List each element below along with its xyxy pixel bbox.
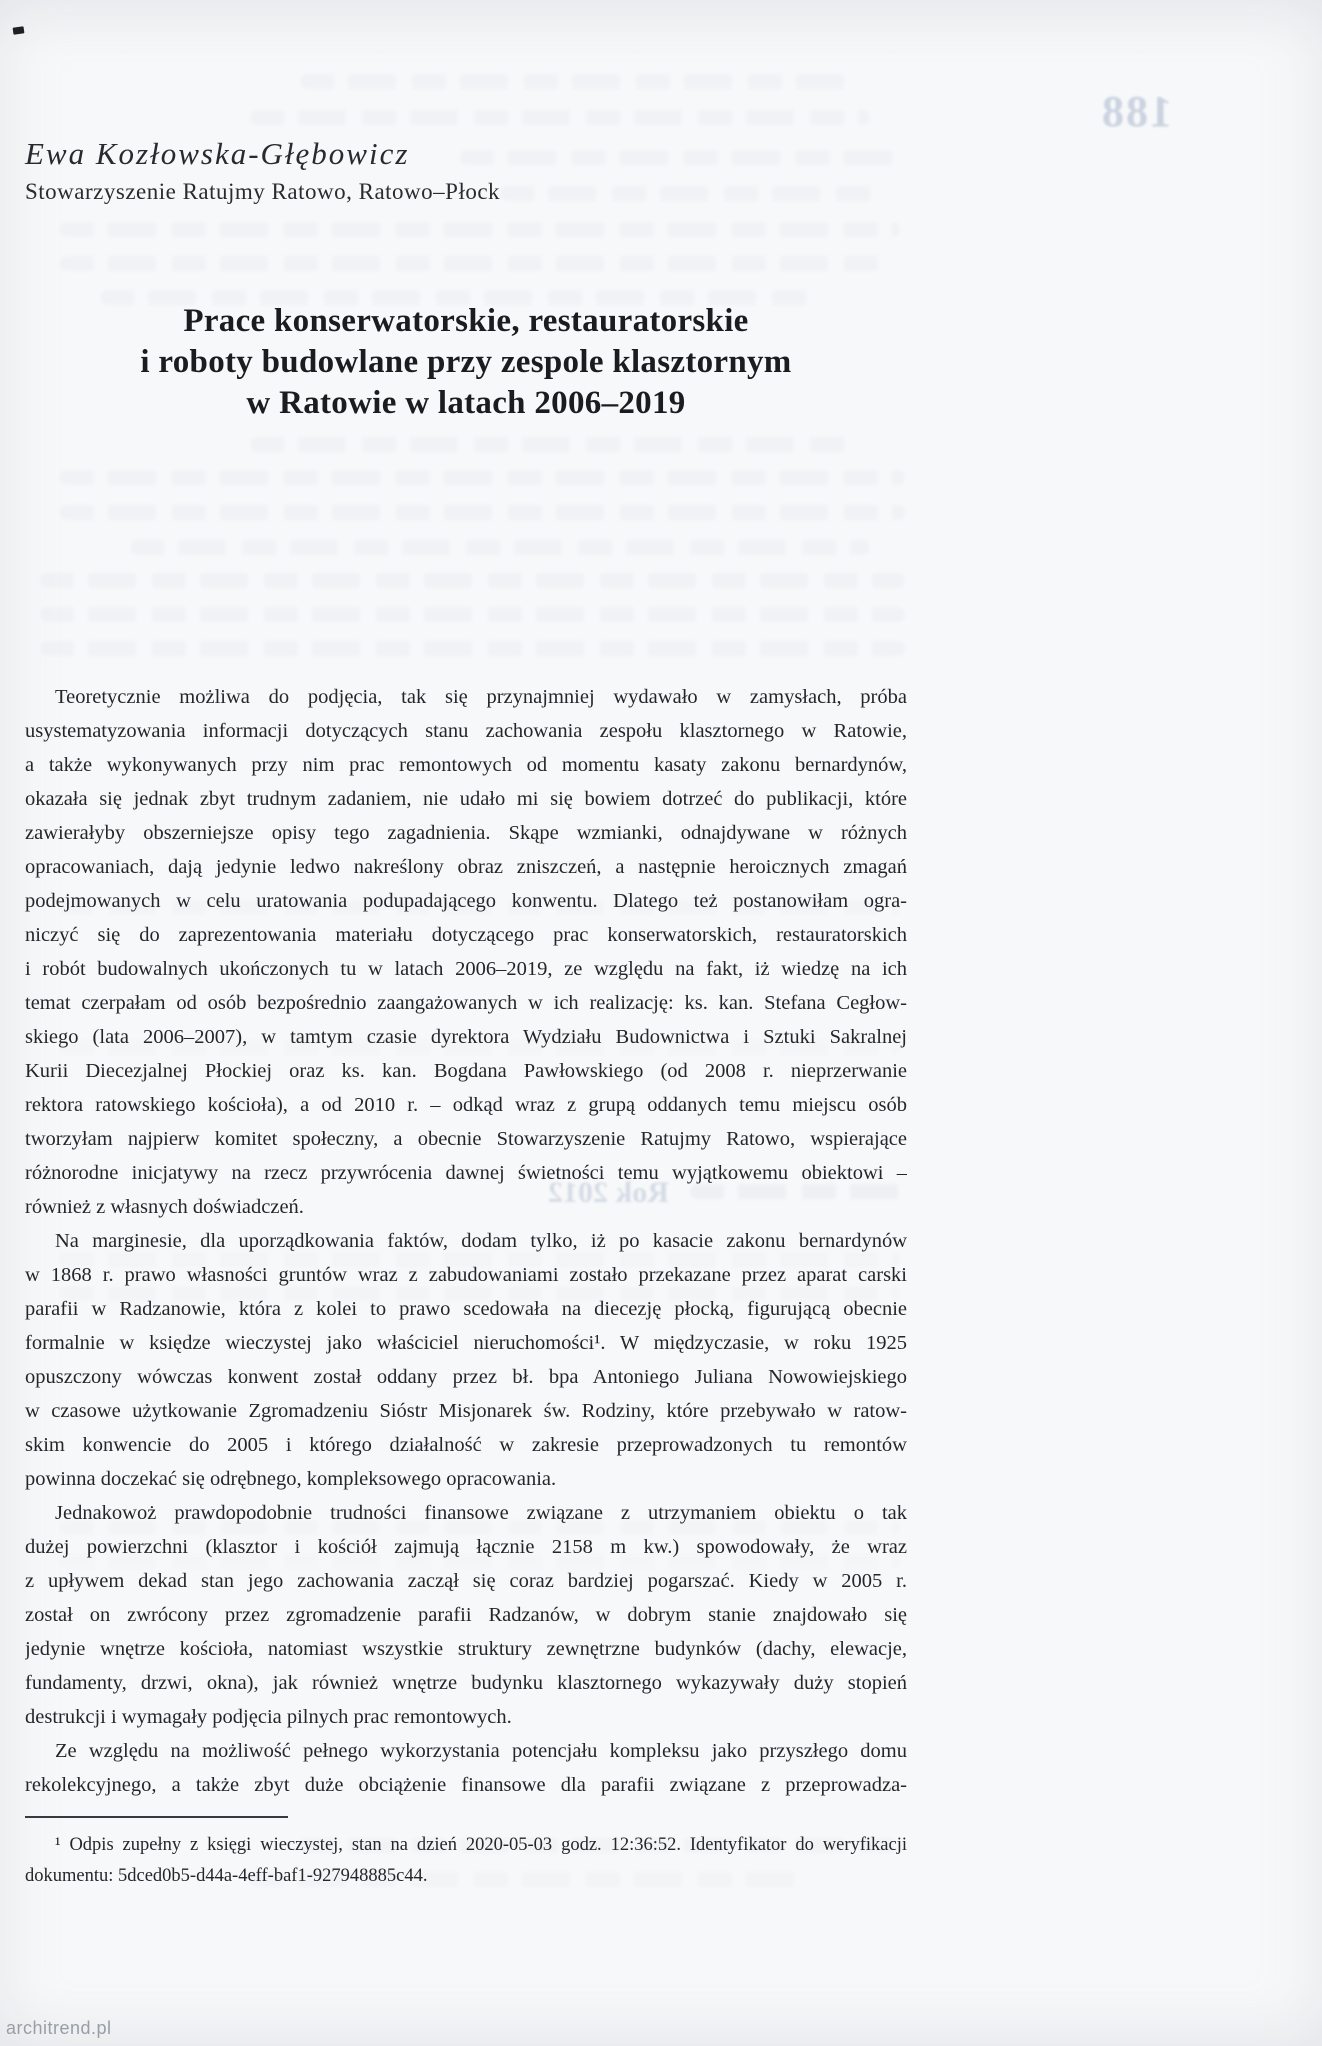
paragraph xyxy=(25,1496,907,1734)
text-line: temat czerpałam od osób bezpośrednio zaangażowanych w ich realizację: ks. kan. Stefana Cegłow- xyxy=(25,992,907,1014)
footnote xyxy=(25,1830,907,1892)
text-line: podejmowanych w celu uratowania podupadającego konwentu. Dlatego też postanowiłam ogra- xyxy=(25,890,907,912)
text-line: Jednakowoż prawdopodobnie trudności finansowe związane z utrzymaniem obiektu o tak xyxy=(55,1502,907,1524)
text-line: Kurii Diecezjalnej Płockiej oraz ks. kan. Bogdana Pawłowskiego (od 2008 r. nieprzerwanie xyxy=(25,1060,907,1082)
text-line: Teoretycznie możliwa do podjęcia, tak się przynajmniej wydawało w zamysłach, próba xyxy=(55,686,907,708)
show-through-page-number: 188 xyxy=(1100,87,1172,136)
text-line: w 1868 r. prawo własności gruntów wraz z zabudowaniami zostało przekazane przez aparat carski xyxy=(25,1264,907,1286)
text-line: formalnie w księdze wieczystej jako właściciel nieruchomości¹. W międzyczasie, w roku 1925 xyxy=(25,1332,907,1354)
paragraph xyxy=(25,680,907,1224)
text-line: tworzyłam najpierw komitet społeczny, a obecnie Stowarzyszenie Ratujmy Ratowo, wspierające xyxy=(25,1128,907,1150)
text-line: niczyć się do zaprezentowania materiału dotyczącego prac konserwatorskich, restauratorskich xyxy=(25,924,907,946)
text-line: rektora ratowskiego kościoła), a od 2010 r. – odkąd wraz z grupą oddanych temu miejscu osób xyxy=(25,1094,907,1116)
text-line: opracowaniach, dają jedynie ledwo nakreślony obraz zniszczeń, a następnie heroicznych zmagań xyxy=(25,856,907,878)
text-line: Na marginesie, dla uporządkowania faktów, dodam tylko, iż po kasacie zakonu bernardynów xyxy=(55,1230,907,1252)
article-body xyxy=(25,680,907,1802)
text-line: skiego (lata 2006–2007), w tamtym czasie dyrektora Wydziału Budownictwa i Sztuki Sakralnej xyxy=(25,1026,907,1048)
watermark: architrend.pl xyxy=(6,2018,112,2038)
text-line: ¹ Odpis zupełny z księgi wieczystej, stan na dzień 2020-05-03 godz. 12:36:52. Identyfikator do weryfikacji xyxy=(55,1835,907,1855)
author-affiliation: Stowarzyszenie Ratujmy Ratowo, Ratowo–Płock xyxy=(25,179,501,204)
text-line: z upływem dekad stan jego zachowania zaczął się coraz bardziej pogarszać. Kiedy w 2005 r. xyxy=(25,1570,907,1592)
text-line: powinna doczekać się odrębnego, kompleksowego opracowania. xyxy=(25,1468,557,1490)
text-line: w czasowe użytkowanie Zgromadzeniu Sióstr Misjonarek św. Rodziny, które przebywało w ratow- xyxy=(25,1400,907,1422)
article-title-line: w Ratowie w latach 2006–2019 xyxy=(246,385,686,421)
text-line: opuszczony wówczas konwent został oddany przez bł. bpa Antoniego Juliana Nowowiejskiego xyxy=(25,1366,907,1388)
article-title-line: Prace konserwatorskie, restauratorskie xyxy=(183,303,749,339)
text-line: a także wykonywanych przy nim prac remontowych od momentu kasaty zakonu bernardynów, xyxy=(25,754,907,776)
text-line: jedynie wnętrze kościoła, natomiast wszystkie struktury zewnętrzne budynków (dachy, elewacje, xyxy=(25,1638,907,1660)
text-line: okazała się jednak zbyt trudnym zadaniem, nie udało mi się bowiem dotrzeć do publikacji, które xyxy=(25,788,907,810)
text-line: usystematyzowania informacji dotyczących stanu zachowania zespołu klasztornego w Ratowie, xyxy=(25,720,907,742)
show-through-heading: Rok 2012 xyxy=(548,1176,669,1209)
text-line: destrukcji i wymagały podjęcia pilnych prac remontowych. xyxy=(25,1706,512,1728)
author-name: Ewa Kozłowska-Głębowicz xyxy=(25,136,410,171)
text-line: również z własnych doświadczeń. xyxy=(25,1196,304,1218)
text-line: fundamenty, drzwi, okna), jak również wnętrze budynku klasztornego wykazywały duży stopień xyxy=(25,1672,907,1694)
text-line: rekolekcyjnego, a także zbyt duże obciążenie finansowe dla parafii związane z przeprowadza- xyxy=(25,1774,907,1796)
text-line: dokumentu: 5dced0b5-d44a-4eff-baf1-927948885c44. xyxy=(25,1866,428,1886)
paragraph xyxy=(25,1224,907,1496)
text-line: różnorodne inicjatywy na rzecz przywrócenia dawnej świetności temu wyjątkowemu obiektowi – xyxy=(25,1162,907,1184)
article-title xyxy=(25,301,907,424)
article-title-line: i roboty budowlane przy zespole klasztornym xyxy=(140,344,792,380)
footnote-separator xyxy=(25,1816,288,1818)
text-line: został on zwrócony przez zgromadzenie parafii Radzanów, w dobrym stanie znajdowało się xyxy=(25,1604,907,1626)
text-line: dużej powierzchni (klasztor i kościół zajmują łącznie 2158 m kw.) spowodowały, że wraz xyxy=(25,1536,907,1558)
text-line: i robót budowalnych ukończonych tu w latach 2006–2019, ze względu na fakt, iż wiedzę na ich xyxy=(25,958,907,980)
text-line: zawierałyby obszerniejsze opisy tego zagadnienia. Skąpe wzmianki, odnajdywane w różnych xyxy=(25,822,907,844)
paragraph xyxy=(25,1734,907,1802)
text-line: parafii w Radzanowie, która z kolei to prawo scedowała na diecezję płocką, figurującą obecnie xyxy=(25,1298,907,1320)
text-line: skim konwencie do 2005 i którego działalność w zakresie przeprowadzonych tu remontów xyxy=(25,1434,907,1456)
text-line: Ze względu na możliwość pełnego wykorzystania potencjału kompleksu jako przyszłego domu xyxy=(55,1740,907,1762)
